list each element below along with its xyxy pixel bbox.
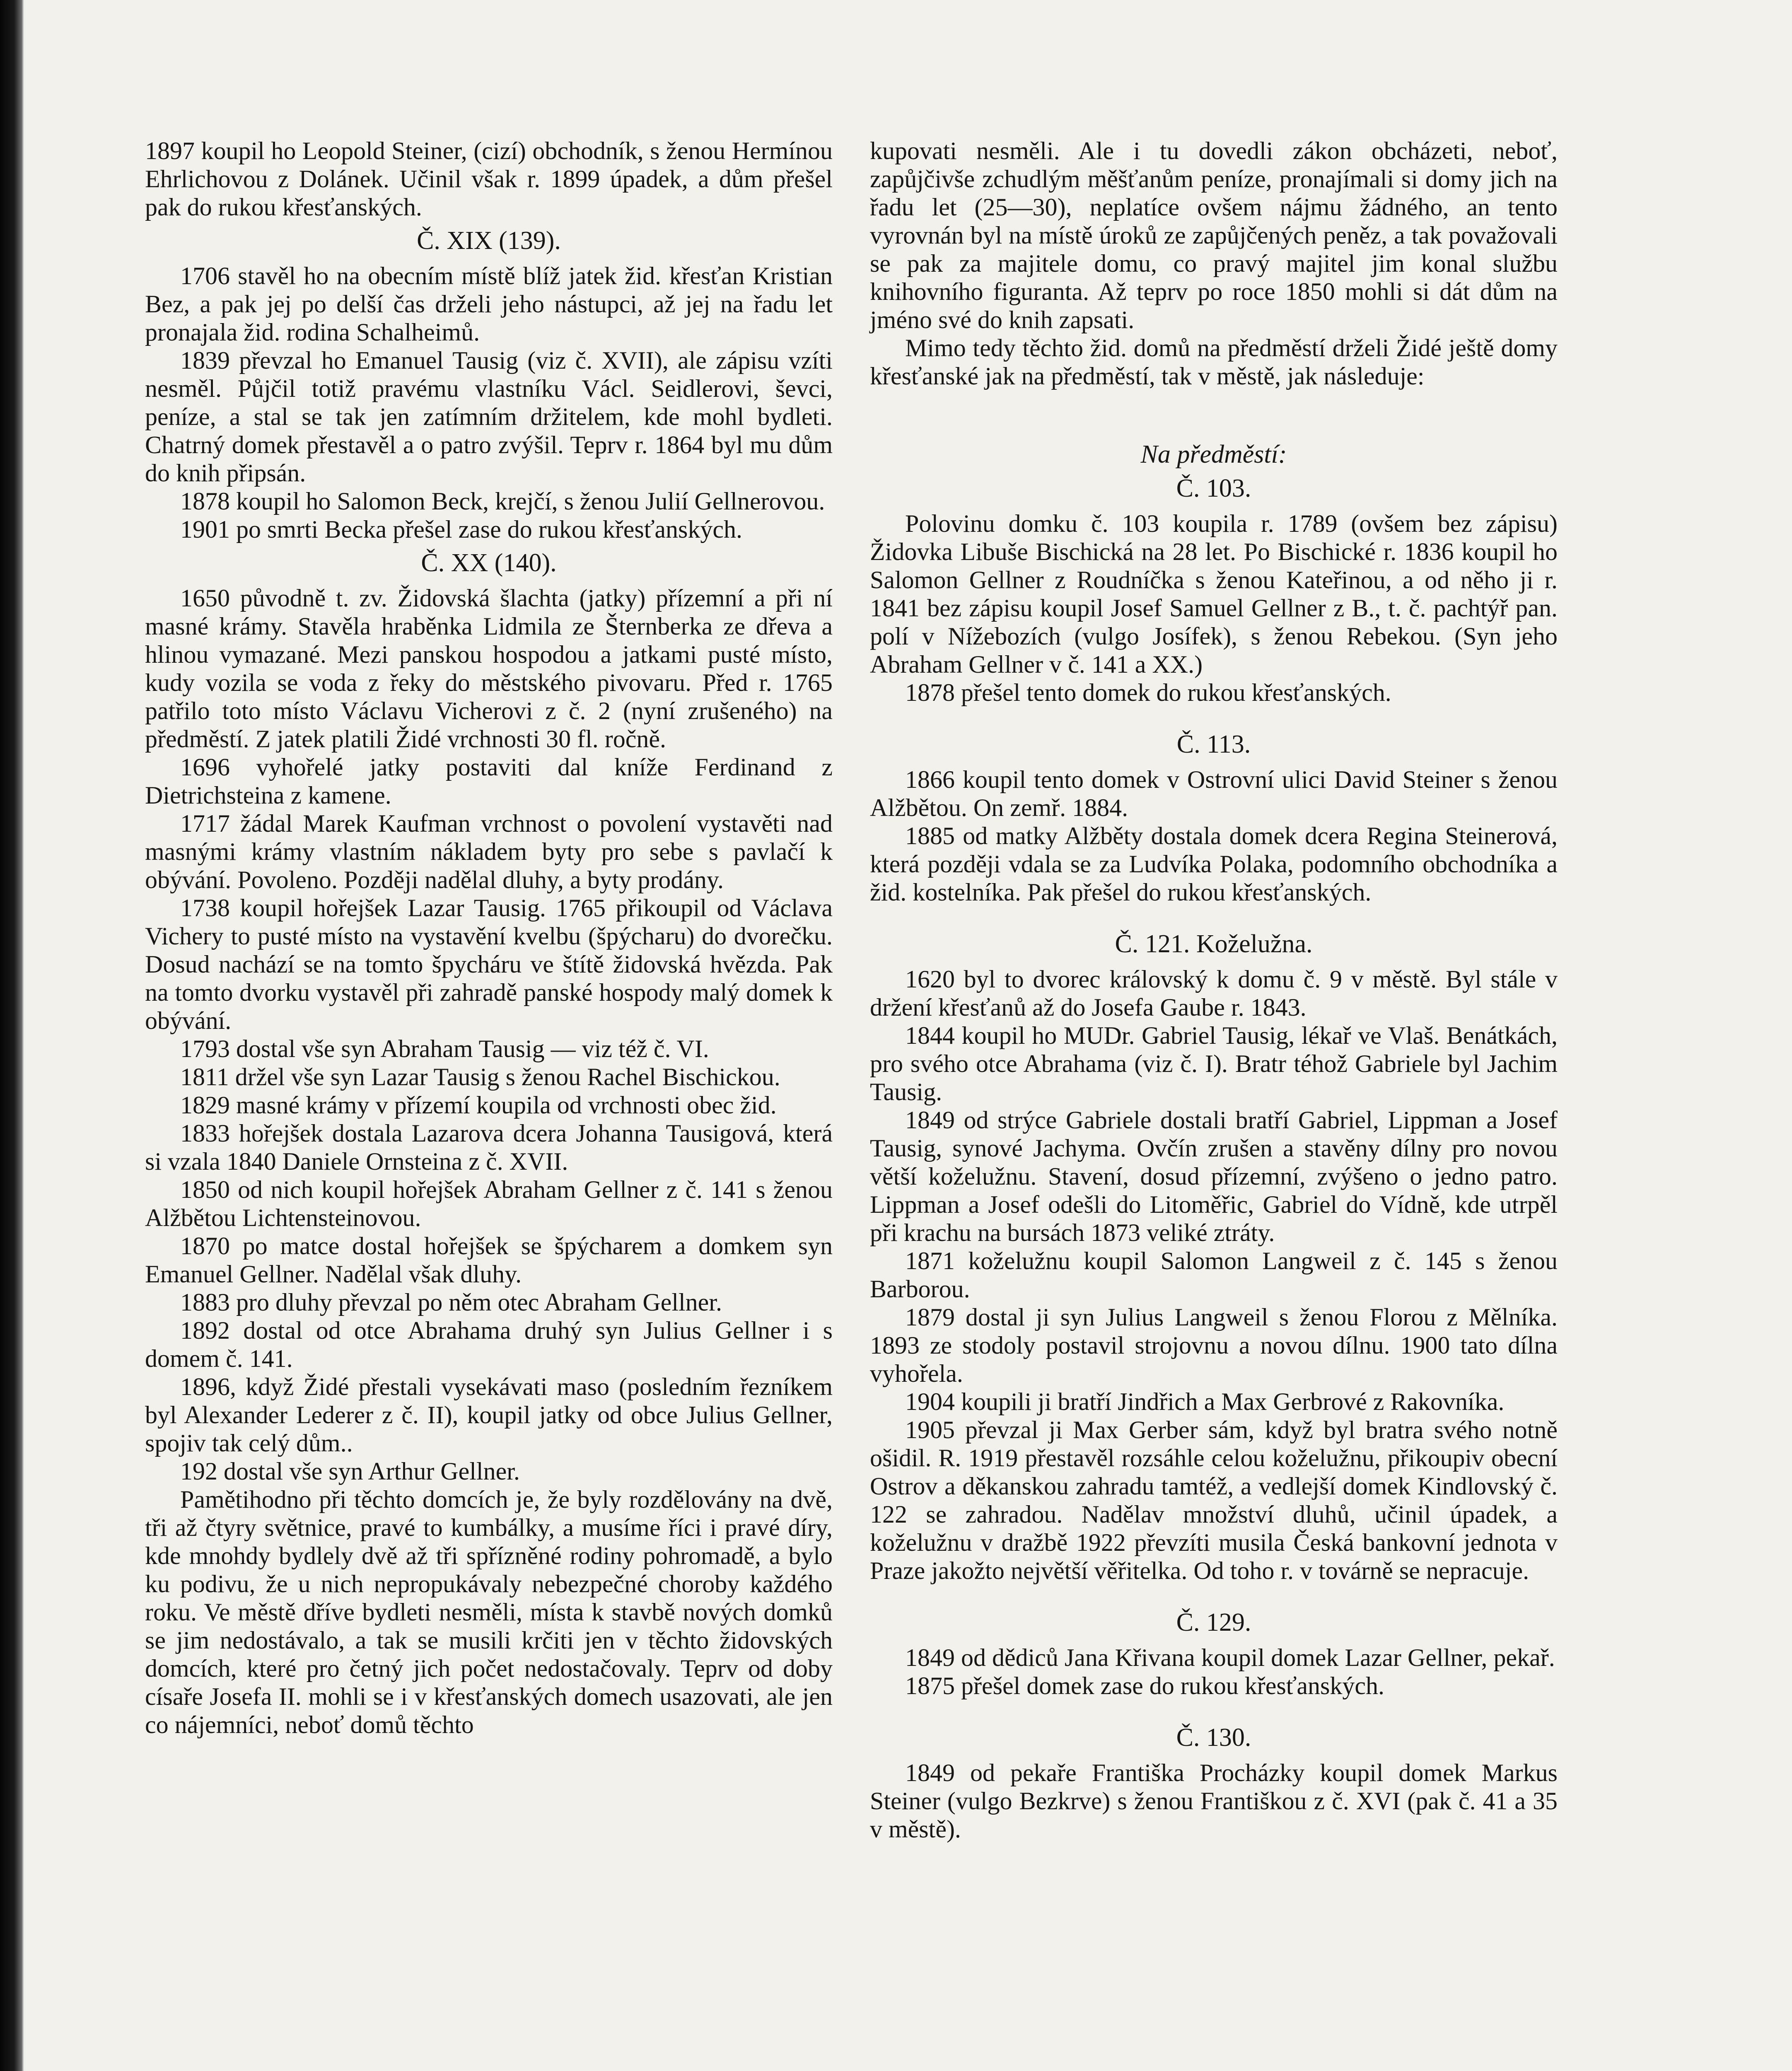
paragraph: 1879 dostal ji syn Julius Langweil s ženou Florou z Mělníka. 1893 ze stodoly postavil strojovnu a novou dílnu. 1900 tato dílna vyhořela. [870, 1303, 1558, 1387]
paragraph: 1878 koupil ho Salomon Beck, krejčí, s ženou Julií Gellnerovou. [180, 488, 825, 515]
paragraph: 1885 od matky Alžběty dostala domek dcera Regina Steinerová, která později vdala se za Ludvíka Polaka, podomního obchodníka a žid. kostelníka. Pak přešel do rukou křesťanských. [870, 822, 1558, 906]
paragraph: 1844 koupil ho MUDr. Gabriel Tausig, lékař ve Vlaš. Benátkách, pro svého otce Abrahama (viz č. I). Bratr téhož Gabriele byl Jachim Tausig. [870, 1022, 1558, 1105]
paragraph: 1706 stavěl ho na obecním místě blíž jatek žid. křesťan Kristian Bez, a pak jej po delší čas drželi jeho nástupci, až jej na řadu let pronajala žid. rodina Schalheimů. [145, 262, 833, 346]
section-heading: Č. 103. [1176, 474, 1251, 502]
paragraph: 1696 vyhořelé jatky postaviti dal kníže Ferdinand z Dietrichsteina z kamene. [145, 753, 833, 809]
paragraph: 1875 přešel domek zase do rukou křesťanských. [905, 1672, 1384, 1699]
paragraph: Mimo tedy těchto žid. domů na předměstí drželi Židé ještě domy křesťanské jak na předměstí, tak v městě, jak následuje: [870, 334, 1558, 390]
paragraph: 1905 převzal ji Max Gerber sám, když byl bratra svého notně ošidil. R. 1919 přestavěl rozsáhle celou koželužnu, přikoupiv obecní Ostrov a děkanskou zahradu tamtéž, a vedlejší domek Kindlovský č. 122 se zahradou. Nadělav množství dluhů, učinil úpadek, a koželužnu v dražbě 1922 převzíti musila Česká bankovní jednota v Praze jakožto největší věřitelka. Od toho r. v továrně se nepracuje. [870, 1416, 1558, 1584]
paragraph: 1793 dostal vše syn Abraham Tausig — viz též č. VI. [180, 1035, 709, 1062]
paragraph: 1839 převzal ho Emanuel Tausig (viz č. XVII), ale zápisu vzíti nesměl. Půjčil totiž pravému vlastníku Václ. Seidlerovi, ševci, peníze, a stal se tak jen zatímním držitelem, kde mohl bydleti. Chatrný domek přestavěl a o patro zvýšil. Teprv r. 1864 byl mu dům do knih připsán. [145, 347, 833, 487]
paragraph: 1829 masné krámy v přízemí koupila od vrchnosti obec žid. [180, 1091, 777, 1119]
paragraph: 1904 koupili ji bratří Jindřich a Max Gerbrové z Rakovníka. [905, 1388, 1505, 1415]
section-heading: Č. XIX (139). [417, 227, 561, 255]
paragraph: Polovinu domku č. 103 koupila r. 1789 (ovšem bez zápisu) Židovka Libuše Bischická na 28 let. Po Bischické r. 1836 koupil ho Salomon Gellner z Roudníčka s ženou Kateřinou, a od něho ji r. 1841 bez zápisu koupil Josef Samuel Gellner z B., t. č. pachtýř pan. polí v Nížebozích (vulgo Josífek), s ženou Rebekou. (Syn jeho Abraham Gellner v č. 141 a XX.) [870, 510, 1558, 678]
paragraph: 1897 koupil ho Leopold Steiner, (cizí) obchodník, s ženou Hermínou Ehrlichovou z Dolánek. Učinil však r. 1899 úpadek, a dům přešel pak do rukou křesťanských. [145, 137, 833, 221]
section-heading: Č. 113. [1176, 730, 1251, 758]
paragraph: 1866 koupil tento domek v Ostrovní ulici David Steiner s ženou Alžbětou. On zemř. 1884. [870, 766, 1558, 821]
paragraph: Pamětihodno při těchto domcích je, že byly rozdělovány na dvě, tři až čtyry světnice, pravé to kumbálky, a musíme říci i pravé díry, kde mnohdy bydlely dvě až tři spřízněné rodiny pohromadě, a bylo ku podivu, že u nich nepropukávaly nebezpečné choroby každého roku. Ve městě dříve bydleti nesměli, místa k stavbě nových domků se jim nedostávalo, a tak se musili krčiti jen v těchto židovských domcích, které pro četný jich počet nedostačovaly. Teprv od doby císaře Josefa II. mohli se i v křesťanských domech usazovati, ale jen co nájemníci, neboť domů těchto [145, 1486, 833, 1738]
section-heading: Č. 130. [1176, 1723, 1251, 1752]
left-column [145, 137, 833, 1739]
paragraph: 1811 držel vše syn Lazar Tausig s ženou Rachel Bischickou. [180, 1063, 780, 1091]
section-subheading: Na předměstí: [1140, 440, 1287, 468]
section-heading: Č. 121. Koželužna. [1115, 930, 1313, 958]
paragraph: 1849 od strýce Gabriele dostali bratří Gabriel, Lippman a Josef Tausig, synové Jachyma. Ovčín zrušen a stavěny dílny pro novou větší koželužnu. Stavení, dosud přízemní, zvýšeno o jedno patro. Lippman a Josef odešli do Litoměřic, Gabriel do Vídně, kde utrpěl při krachu na bursách 1873 veliké ztráty. [870, 1106, 1558, 1246]
paragraph: 1883 pro dluhy převzal po něm otec Abraham Gellner. [180, 1289, 722, 1316]
paragraph: 1896, když Židé přestali vysekávati maso (posledním řezníkem byl Alexander Lederer z č. II), koupil jatky od obce Julius Gellner, spojiv tak celý dům.. [145, 1373, 833, 1457]
paragraph: kupovati nesměli. Ale i tu dovedli zákon obcházeti, neboť, zapůjčivše zchudlým měšťanům peníze, pronajímali si domy jich na řadu let (25—30), neplatíce ovšem nájmu žádného, an tento vyrovnán byl na místě úroků ze zapůjčených peněz, a tak považovali se pak za majitele domu, co pravý majitel jim konal službu knihovního figuranta. Až teprv po roce 1850 mohli si dát dům na jméno své do knih zapsati. [870, 137, 1558, 333]
paragraph: 1650 původně t. zv. Židovská šlachta (jatky) přízemní a při ní masné krámy. Stavěla hraběnka Lidmila ze Šternberka ze dřeva a hlinou vymazané. Mezi panskou hospodou a jatkami pusté místo, kudy vozila se voda z řeky do městského pivovaru. Před r. 1765 patřilo toto místo Václavu Vicherovi z č. 2 (nyní zrušeného) na předměstí. Z jatek platili Židé vrchnosti 30 fl. ročně. [145, 584, 833, 753]
paragraph: 1870 po matce dostal hořejšek se špýcharem a domkem syn Emanuel Gellner. Nadělal však dluhy. [145, 1232, 833, 1288]
section-heading: Č. 129. [1176, 1608, 1251, 1637]
paragraph: 1871 koželužnu koupil Salomon Langweil z č. 145 s ženou Barborou. [870, 1247, 1558, 1303]
paragraph: 1620 byl to dvorec královský k domu č. 9 v městě. Byl stále v držení křesťanů až do Josefa Gaube r. 1843. [870, 966, 1558, 1021]
paragraph: 1849 od dědiců Jana Křivana koupil domek Lazar Gellner, pekař. [905, 1644, 1555, 1671]
section-heading: Č. XX (140). [421, 549, 557, 577]
paragraph: 1717 žádal Marek Kaufman vrchnost o povolení vystavěti nad masnými krámy vlastním nákladem byty pro sebe s pavlačí k obývání. Povoleno. Později nadělal dluhy, a byty prodány. [145, 810, 833, 893]
paragraph: 1833 hořejšek dostala Lazarova dcera Johanna Tausigová, která si vzala 1840 Daniele Ornsteina z č. XVII. [145, 1120, 833, 1175]
paragraph: 192 dostal vše syn Arthur Gellner. [180, 1458, 520, 1485]
scan-binding-edge [0, 0, 24, 2071]
paragraph: 1850 od nich koupil hořejšek Abraham Gellner z č. 141 s ženou Alžbětou Lichtensteinovou. [145, 1176, 833, 1231]
paragraph: 1878 přešel tento domek do rukou křesťanských. [905, 679, 1391, 706]
paragraph: 1849 od pekaře Františka Procházky koupil domek Markus Steiner (vulgo Bezkrve) s ženou Františkou z č. XVI (pak č. 41 a 35 v městě). [870, 1759, 1558, 1843]
right-column [870, 137, 1558, 1843]
paragraph: 1738 koupil hořejšek Lazar Tausig. 1765 přikoupil od Václava Vichery to pusté místo na vystavění kvelbu (špýcharu) do dvorečku. Dosud nachází se na tomto špycháru ve štítě židovská hvězda. Pak na tomto dvorku vystavěl při zahradě panské hospody malý domek k obývání. [145, 894, 833, 1034]
paragraph: 1901 po smrti Becka přešel zase do rukou křesťanských. [180, 516, 742, 543]
paragraph: 1892 dostal od otce Abrahama druhý syn Julius Gellner i s domem č. 141. [145, 1317, 833, 1372]
